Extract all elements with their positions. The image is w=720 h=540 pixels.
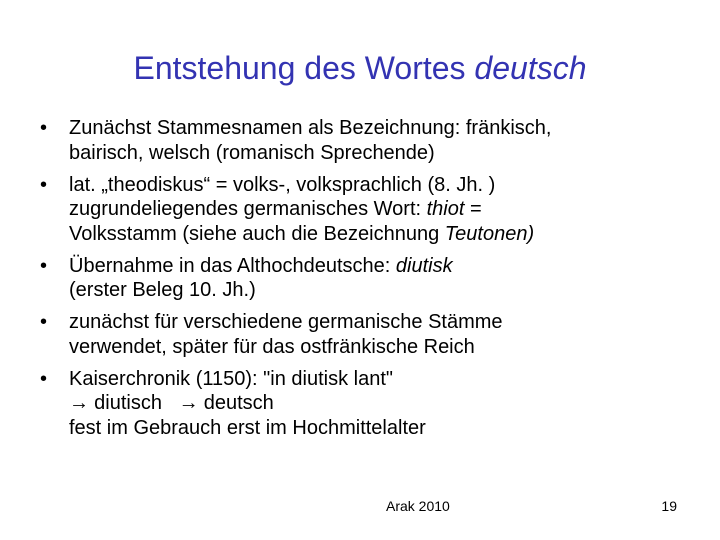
slide-title bbox=[0, 48, 720, 88]
text-segment: zugrundeliegendes germanisches Wort: bbox=[69, 198, 427, 220]
bullet-line bbox=[69, 197, 690, 222]
bullet-icon: • bbox=[40, 117, 48, 139]
text-segment: Volksstamm (siehe auch die Bezeichnung bbox=[69, 222, 445, 245]
bullet-item bbox=[40, 310, 690, 359]
bullet-list bbox=[40, 116, 690, 448]
text-segment: deutsch bbox=[203, 392, 274, 414]
footer-text: Arak 2010 bbox=[386, 498, 450, 514]
text-segment: Übernahme in das Althochdeutsche: bbox=[69, 254, 396, 277]
bullet-item bbox=[40, 173, 690, 247]
text-segment: = bbox=[464, 198, 482, 220]
bullet-line: Zunächst Stammesnamen als Bezeichnung: fränkisch, bbox=[69, 117, 552, 139]
bullet-line: verwendet, später für das ostfränkische Reich bbox=[69, 335, 475, 358]
title-text: Entstehung des Wortes bbox=[133, 50, 475, 86]
bullet-icon: • bbox=[40, 254, 48, 277]
bullet-line bbox=[69, 222, 690, 247]
italic-term: Teutonen) bbox=[444, 222, 535, 245]
title-italic-word: deutsch bbox=[474, 50, 587, 86]
bullet-line: zunächst für verschiedene germanische Stämme bbox=[69, 311, 503, 333]
arrow-right-icon: → bbox=[178, 392, 199, 414]
bullet-line: fest im Gebrauch erst im Hochmittelalter bbox=[69, 416, 426, 439]
bullet-line: (erster Beleg 10. Jh.) bbox=[69, 279, 256, 301]
text-segment: diutisch bbox=[94, 392, 162, 414]
bullet-item bbox=[40, 116, 690, 165]
bullet-item bbox=[40, 254, 690, 303]
bullet-item bbox=[40, 367, 690, 441]
page-number: 19 bbox=[661, 498, 677, 514]
arrow-right-icon: → bbox=[69, 392, 89, 414]
bullet-line: Kaiserchronik (1150): "in diutisk lant" bbox=[69, 367, 393, 390]
bullet-line bbox=[69, 391, 690, 416]
bullet-icon: • bbox=[40, 367, 48, 390]
italic-term: diutisk bbox=[395, 254, 453, 277]
bullet-icon: • bbox=[40, 173, 48, 196]
italic-term: thiot bbox=[426, 198, 465, 220]
bullet-line: bairisch, welsch (romanisch Sprechende) bbox=[69, 141, 435, 164]
bullet-icon: • bbox=[40, 311, 48, 333]
bullet-line: lat. „theodiskus“ = volks-, volksprachlich (8. Jh. ) bbox=[69, 173, 496, 196]
bullet-line bbox=[69, 254, 690, 279]
